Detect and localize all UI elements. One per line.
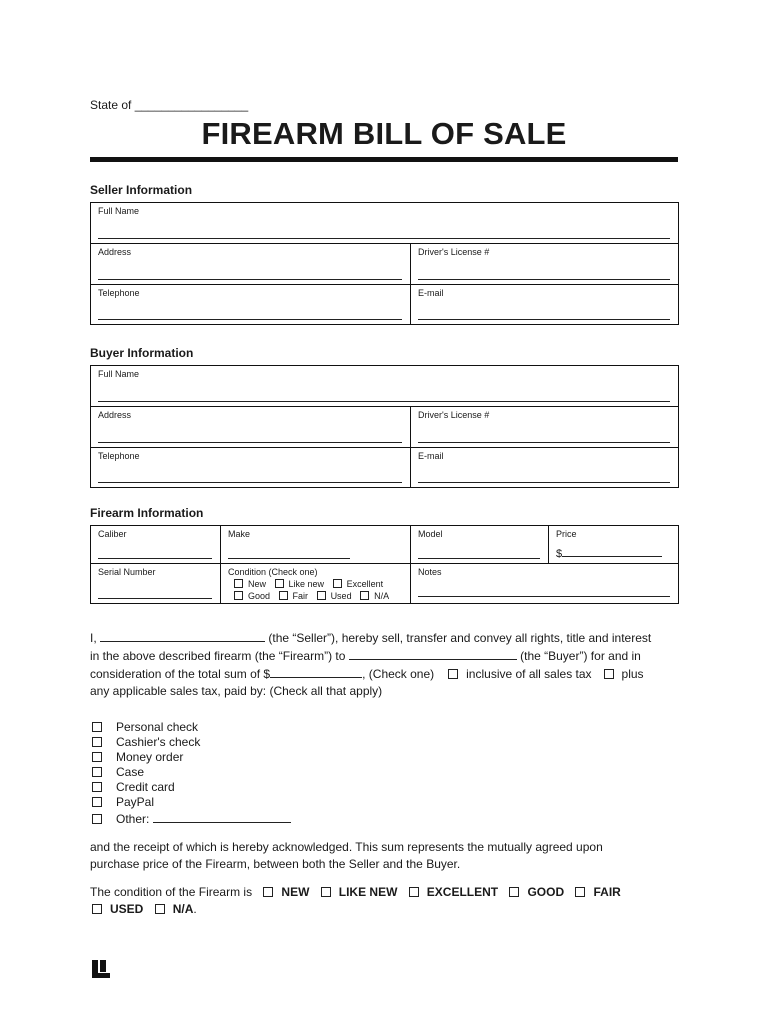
plus-tax-label: plus xyxy=(621,667,644,681)
checkbox-excellent[interactable] xyxy=(333,579,342,588)
buyer-name-blank[interactable] xyxy=(349,647,517,660)
caliber-field[interactable] xyxy=(91,526,221,564)
condition-good-label: Good xyxy=(248,591,271,601)
condition-new-label: New xyxy=(248,579,267,589)
buyer-address-label: Address xyxy=(98,410,132,420)
agreement-paragraph xyxy=(90,629,680,700)
final-new-label: NEW xyxy=(281,885,310,899)
payment-paypal[interactable]: PayPal xyxy=(90,795,291,810)
make-field[interactable] xyxy=(221,526,411,564)
final-checkbox-fair[interactable] xyxy=(575,887,585,897)
final-checkbox-used[interactable] xyxy=(92,904,102,914)
buyer-telephone-field[interactable] xyxy=(91,448,411,488)
receipt-line1: and the receipt of which is hereby acknowledged. This sum represents the mutually agreed upon xyxy=(90,840,603,854)
payment-money-order[interactable]: Money order xyxy=(90,750,291,765)
price-label: Price xyxy=(556,529,577,539)
total-sum-blank[interactable] xyxy=(270,665,362,678)
price-field[interactable] xyxy=(549,526,679,564)
buyer-address-line[interactable] xyxy=(98,442,402,443)
model-field[interactable] xyxy=(411,526,549,564)
final-condition-lead: The condition of the Firearm is xyxy=(90,885,253,899)
buyer-email-line[interactable] xyxy=(418,482,670,483)
seller-license-line[interactable] xyxy=(418,279,670,280)
final-excellent-label: EXCELLENT xyxy=(426,885,499,899)
payment-other-blank[interactable] xyxy=(153,810,291,823)
agreement-check-one: , (Check one) xyxy=(362,667,435,681)
seller-telephone-label: Telephone xyxy=(98,288,140,298)
seller-telephone-field[interactable] xyxy=(91,285,411,325)
notes-field[interactable] xyxy=(411,564,679,604)
buyer-address-field[interactable] xyxy=(91,407,411,448)
condition-row-2 xyxy=(228,591,403,601)
final-used-label: USED xyxy=(110,902,144,916)
checkbox-good[interactable] xyxy=(234,591,243,600)
seller-address-field[interactable] xyxy=(91,244,411,285)
seller-email-field[interactable] xyxy=(411,285,679,325)
agreement-line3-start: consideration of the total sum of $ xyxy=(90,667,271,681)
final-fair-label: FAIR xyxy=(593,885,621,899)
final-checkbox-na[interactable] xyxy=(155,904,165,914)
seller-address-label: Address xyxy=(98,247,132,257)
receipt-paragraph xyxy=(90,839,680,873)
document-title: FIREARM BILL OF SALE xyxy=(201,116,567,151)
payment-methods-list xyxy=(90,720,291,825)
payment-personal-check[interactable]: Personal check xyxy=(90,720,291,735)
condition-row-1 xyxy=(228,579,403,589)
checkbox-used[interactable] xyxy=(317,591,326,600)
model-label: Model xyxy=(418,529,443,539)
buyer-telephone-label: Telephone xyxy=(98,451,140,461)
payment-case[interactable]: Case xyxy=(90,765,291,780)
caliber-label: Caliber xyxy=(98,529,127,539)
condition-na-label: N/A xyxy=(374,591,390,601)
agreement-line1-start: I, xyxy=(90,631,97,645)
seller-license-field[interactable] xyxy=(411,244,679,285)
final-checkbox-good[interactable] xyxy=(509,887,519,897)
final-condition: The condition of the Firearm is NEW LIKE NEW EXCELLENT GOOD FAIR USED N/A. xyxy=(90,885,621,916)
condition-like-new-label: Like new xyxy=(288,579,325,589)
caliber-line[interactable] xyxy=(98,558,212,559)
buyer-full-name-line[interactable] xyxy=(98,401,670,402)
seller-license-label: Driver's License # xyxy=(418,247,490,257)
seller-name-blank[interactable] xyxy=(100,629,265,642)
firearm-section-title: Firearm Information xyxy=(90,506,204,520)
checkbox-plus-tax[interactable] xyxy=(604,669,614,679)
seller-email-label: E-mail xyxy=(418,288,444,298)
seller-full-name-label: Full Name xyxy=(98,206,140,216)
condition-excellent-label: Excellent xyxy=(346,579,384,589)
buyer-full-name-field[interactable] xyxy=(91,366,679,407)
notes-label: Notes xyxy=(418,567,442,577)
checkbox-new[interactable] xyxy=(234,579,243,588)
price-input[interactable] xyxy=(556,546,670,560)
final-like-new-label: LIKE NEW xyxy=(338,885,398,899)
final-checkbox-like-new[interactable] xyxy=(321,887,331,897)
state-field[interactable]: State of _________________ xyxy=(90,98,249,112)
agreement-line2-start: in the above described firearm (the “Firearm”) to xyxy=(90,649,346,663)
payment-other[interactable]: Other: xyxy=(90,810,291,825)
checkbox-like-new[interactable] xyxy=(275,579,284,588)
condition-label: Condition (Check one) xyxy=(228,567,318,577)
agreement-line1-end: (the “Seller”), hereby sell, transfer and convey all rights, title and interest xyxy=(268,631,652,645)
buyer-email-label: E-mail xyxy=(418,451,444,461)
buyer-section-title: Buyer Information xyxy=(90,346,194,360)
seller-full-name-line[interactable] xyxy=(98,238,670,239)
final-na-label: N/A xyxy=(172,902,194,916)
condition-used-label: Used xyxy=(330,591,352,601)
checkbox-na[interactable] xyxy=(360,591,369,600)
title-divider xyxy=(90,157,678,162)
receipt-line2: purchase price of the Firearm, between both the Seller and the Buyer. xyxy=(90,857,461,871)
seller-email-line[interactable] xyxy=(418,319,670,320)
serial-number-label: Serial Number xyxy=(98,567,156,577)
inclusive-tax-label: inclusive of all sales tax xyxy=(466,667,592,681)
seller-full-name-field[interactable] xyxy=(91,203,679,244)
serial-number-line[interactable] xyxy=(98,598,212,599)
notes-line[interactable] xyxy=(418,596,670,597)
buyer-license-line[interactable] xyxy=(418,442,670,443)
checkbox-fair[interactable] xyxy=(279,591,288,600)
payment-credit-card[interactable]: Credit card xyxy=(90,780,291,795)
condition-fair-label: Fair xyxy=(292,591,309,601)
make-line[interactable] xyxy=(228,558,350,559)
agreement-line4: any applicable sales tax, paid by: (Check all that apply) xyxy=(90,684,383,698)
checkbox-inclusive-tax[interactable] xyxy=(448,669,458,679)
buyer-license-label: Driver's License # xyxy=(418,410,490,420)
price-dollar-sign: $ xyxy=(556,548,563,560)
seller-address-line[interactable] xyxy=(98,279,402,280)
agreement-line2-end: (the “Buyer”) for and in xyxy=(520,649,641,663)
make-label: Make xyxy=(228,529,251,539)
buyer-license-field[interactable] xyxy=(411,407,679,448)
final-checkbox-new[interactable] xyxy=(263,887,273,897)
buyer-full-name-label: Full Name xyxy=(98,369,140,379)
buyer-table xyxy=(90,365,679,488)
brand-logo-icon xyxy=(92,960,110,978)
final-good-label: GOOD xyxy=(527,885,565,899)
firearm-table xyxy=(90,525,679,604)
final-checkbox-excellent[interactable] xyxy=(409,887,419,897)
model-line[interactable] xyxy=(418,558,540,559)
seller-table xyxy=(90,202,679,325)
serial-number-field[interactable] xyxy=(91,564,221,604)
seller-section-title: Seller Information xyxy=(90,183,193,197)
payment-cashiers-check[interactable]: Cashier's check xyxy=(90,735,291,750)
buyer-telephone-line[interactable] xyxy=(98,482,402,483)
condition-field xyxy=(221,564,411,604)
seller-telephone-line[interactable] xyxy=(98,319,402,320)
buyer-email-field[interactable] xyxy=(411,448,679,488)
